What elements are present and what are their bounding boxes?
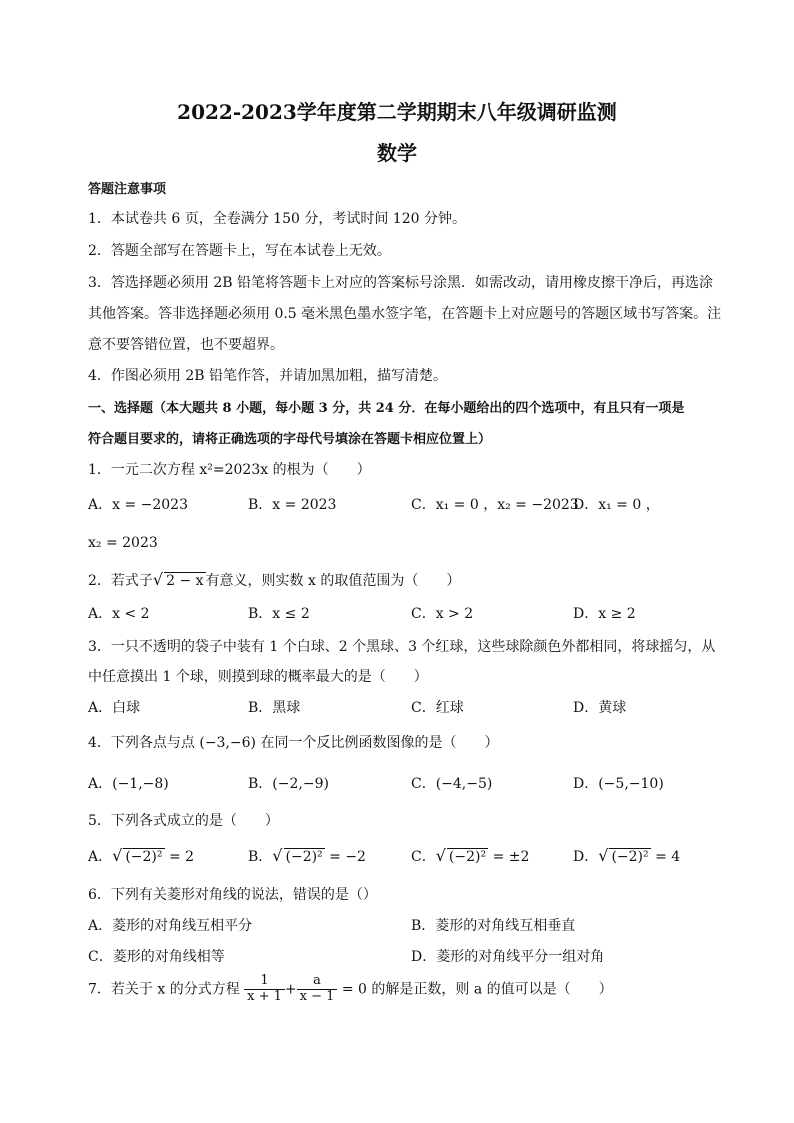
option-rhs: = ±2 bbox=[492, 849, 530, 865]
question-2-option-d: D．x ≥ 2 bbox=[573, 606, 636, 622]
question-3-option-d: D．黄球 bbox=[573, 700, 627, 716]
question-7-stem bbox=[88, 974, 613, 1005]
radical-sign: √ bbox=[152, 570, 164, 589]
exam-title: 2022-2023学年度第二学期期末八年级调研监测 bbox=[177, 100, 617, 124]
question-6-option-a: A．菱形的对角线互相平分 bbox=[88, 918, 253, 934]
question-5-option-b bbox=[248, 846, 366, 866]
option-rhs: = 2 bbox=[168, 849, 195, 865]
question-3-option-b: B．黑球 bbox=[248, 700, 301, 716]
fraction-2 bbox=[297, 974, 338, 1005]
question-2-stem-pre: 2．若式子 bbox=[88, 573, 153, 589]
note-item-3: 3．答选择题必须用 2B 铅笔将答题卡上对应的答案标号涂黑．如需改动，请用橡皮擦干净后，再选涂 bbox=[88, 275, 714, 291]
option-label: D． bbox=[573, 849, 599, 865]
radicand: (−2)² bbox=[125, 849, 163, 865]
question-3-stem-line2: 中任意摸出 1 个球，则摸到球的概率最大的是（ ） bbox=[88, 669, 428, 685]
fraction-1 bbox=[244, 974, 285, 1005]
radicand: (−2)² bbox=[285, 849, 323, 865]
radical-sign: √ bbox=[272, 846, 283, 865]
question-2-radicand: 2 − x bbox=[166, 573, 204, 589]
note-item-1: 1．本试卷共 6 页，全卷满分 150 分，考试时间 120 分钟。 bbox=[88, 211, 466, 227]
radical-sign: √ bbox=[598, 846, 609, 865]
question-5-option-a bbox=[88, 846, 194, 866]
fraction-1-numerator: 1 bbox=[244, 974, 285, 990]
question-7-stem-post: 的解是正数，则 a 的值可以是（ ） bbox=[371, 981, 613, 998]
question-6-stem: 6．下列有关菱形对角线的说法，错误的是（） bbox=[88, 887, 377, 903]
question-5-stem: 5．下列各式成立的是（ ） bbox=[88, 813, 279, 829]
fraction-1-denominator: x + 1 bbox=[247, 988, 282, 1004]
question-6-option-b: B．菱形的对角线互相垂直 bbox=[411, 918, 576, 934]
radicand: (−2)² bbox=[611, 849, 649, 865]
radical-sign: √ bbox=[112, 846, 123, 865]
question-2-option-b: B．x ≤ 2 bbox=[248, 606, 310, 622]
question-2-stem bbox=[88, 570, 460, 590]
question-3-option-a: A．白球 bbox=[88, 700, 141, 716]
section-heading-line2: 符合题目要求的，请将正确选项的字母代号填涂在答题卡相应位置上） bbox=[88, 432, 492, 447]
subject-title: 数学 bbox=[377, 141, 417, 165]
question-5-option-c bbox=[411, 846, 529, 866]
note-item-4: 4．作图必须用 2B 铅笔作答，并请加黑加粗，描写清楚。 bbox=[88, 368, 448, 384]
option-label: A． bbox=[88, 849, 113, 865]
question-6-option-d: D．菱形的对角线平分一组对角 bbox=[411, 949, 605, 965]
fraction-2-denominator: x − 1 bbox=[299, 988, 335, 1004]
radical-sign: √ bbox=[435, 846, 446, 865]
question-2-option-c: C．x > 2 bbox=[411, 606, 474, 622]
note-item-3-cont2: 意不要答错位置，也不要超界。 bbox=[88, 337, 284, 353]
option-rhs: = 4 bbox=[655, 849, 681, 865]
question-1-option-b: B．x = 2023 bbox=[248, 497, 337, 513]
question-2-option-a: A．x < 2 bbox=[88, 606, 150, 622]
question-2-stem-post: 有意义，则实数 x 的取值范围为（ ） bbox=[205, 573, 461, 589]
question-1-option-a: A．x = −2023 bbox=[88, 497, 188, 513]
question-4-option-a: A．(−1,−8) bbox=[88, 776, 169, 792]
question-6-option-c: C．菱形的对角线相等 bbox=[88, 949, 225, 965]
plus-sign: + bbox=[284, 981, 297, 998]
option-label: C． bbox=[411, 849, 436, 865]
notes-heading: 答题注意事项 bbox=[88, 182, 167, 197]
equals-zero: = 0 bbox=[341, 981, 367, 998]
option-rhs: = −2 bbox=[329, 849, 366, 865]
question-1-stem: 1．一元二次方程 x²=2023x 的根为（ ） bbox=[88, 462, 371, 478]
question-4-option-d: D．(−5,−10) bbox=[573, 776, 664, 792]
option-label: B． bbox=[248, 849, 273, 865]
question-1-option-d: D．x₁ = 0 ， bbox=[573, 497, 660, 513]
question-4-option-b: B．(−2,−9) bbox=[248, 776, 329, 792]
question-3-option-c: C．红球 bbox=[411, 700, 464, 716]
question-7-stem-pre: 7．若关于 x 的分式方程 bbox=[88, 981, 240, 998]
fraction-2-numerator: a bbox=[297, 974, 338, 990]
question-5-option-d bbox=[573, 846, 680, 866]
radicand: (−2)² bbox=[448, 849, 487, 865]
question-4-option-c: C．(−4,−5) bbox=[411, 776, 493, 792]
question-1-option-d-cont: x₂ = 2023 bbox=[88, 535, 158, 551]
note-item-2: 2．答题全部写在答题卡上，写在本试卷上无效。 bbox=[88, 243, 391, 259]
question-3-stem-line1: 3．一只不透明的袋子中装有 1 个白球、2 个黑球、3 个红球，这些球除颜色外都相同，将球摇匀，从 bbox=[88, 639, 716, 655]
section-heading-line1: 一、选择题（本大题共 8 小题，每小题 3 分，共 24 分．在每小题给出的四个选项中，有且只有一项是 bbox=[88, 401, 685, 416]
question-4-stem: 4．下列各点与点 (−3,−6) 在同一个反比例函数图像的是（ ） bbox=[88, 735, 499, 751]
note-item-3-cont: 其他答案。答非选择题必须用 0.5 毫米黑色墨水签字笔，在答题卡上对应题号的答题区域书写答案。注 bbox=[88, 306, 722, 322]
question-1-option-c: C．x₁ = 0 ，x₂ = −2023 bbox=[411, 497, 579, 513]
